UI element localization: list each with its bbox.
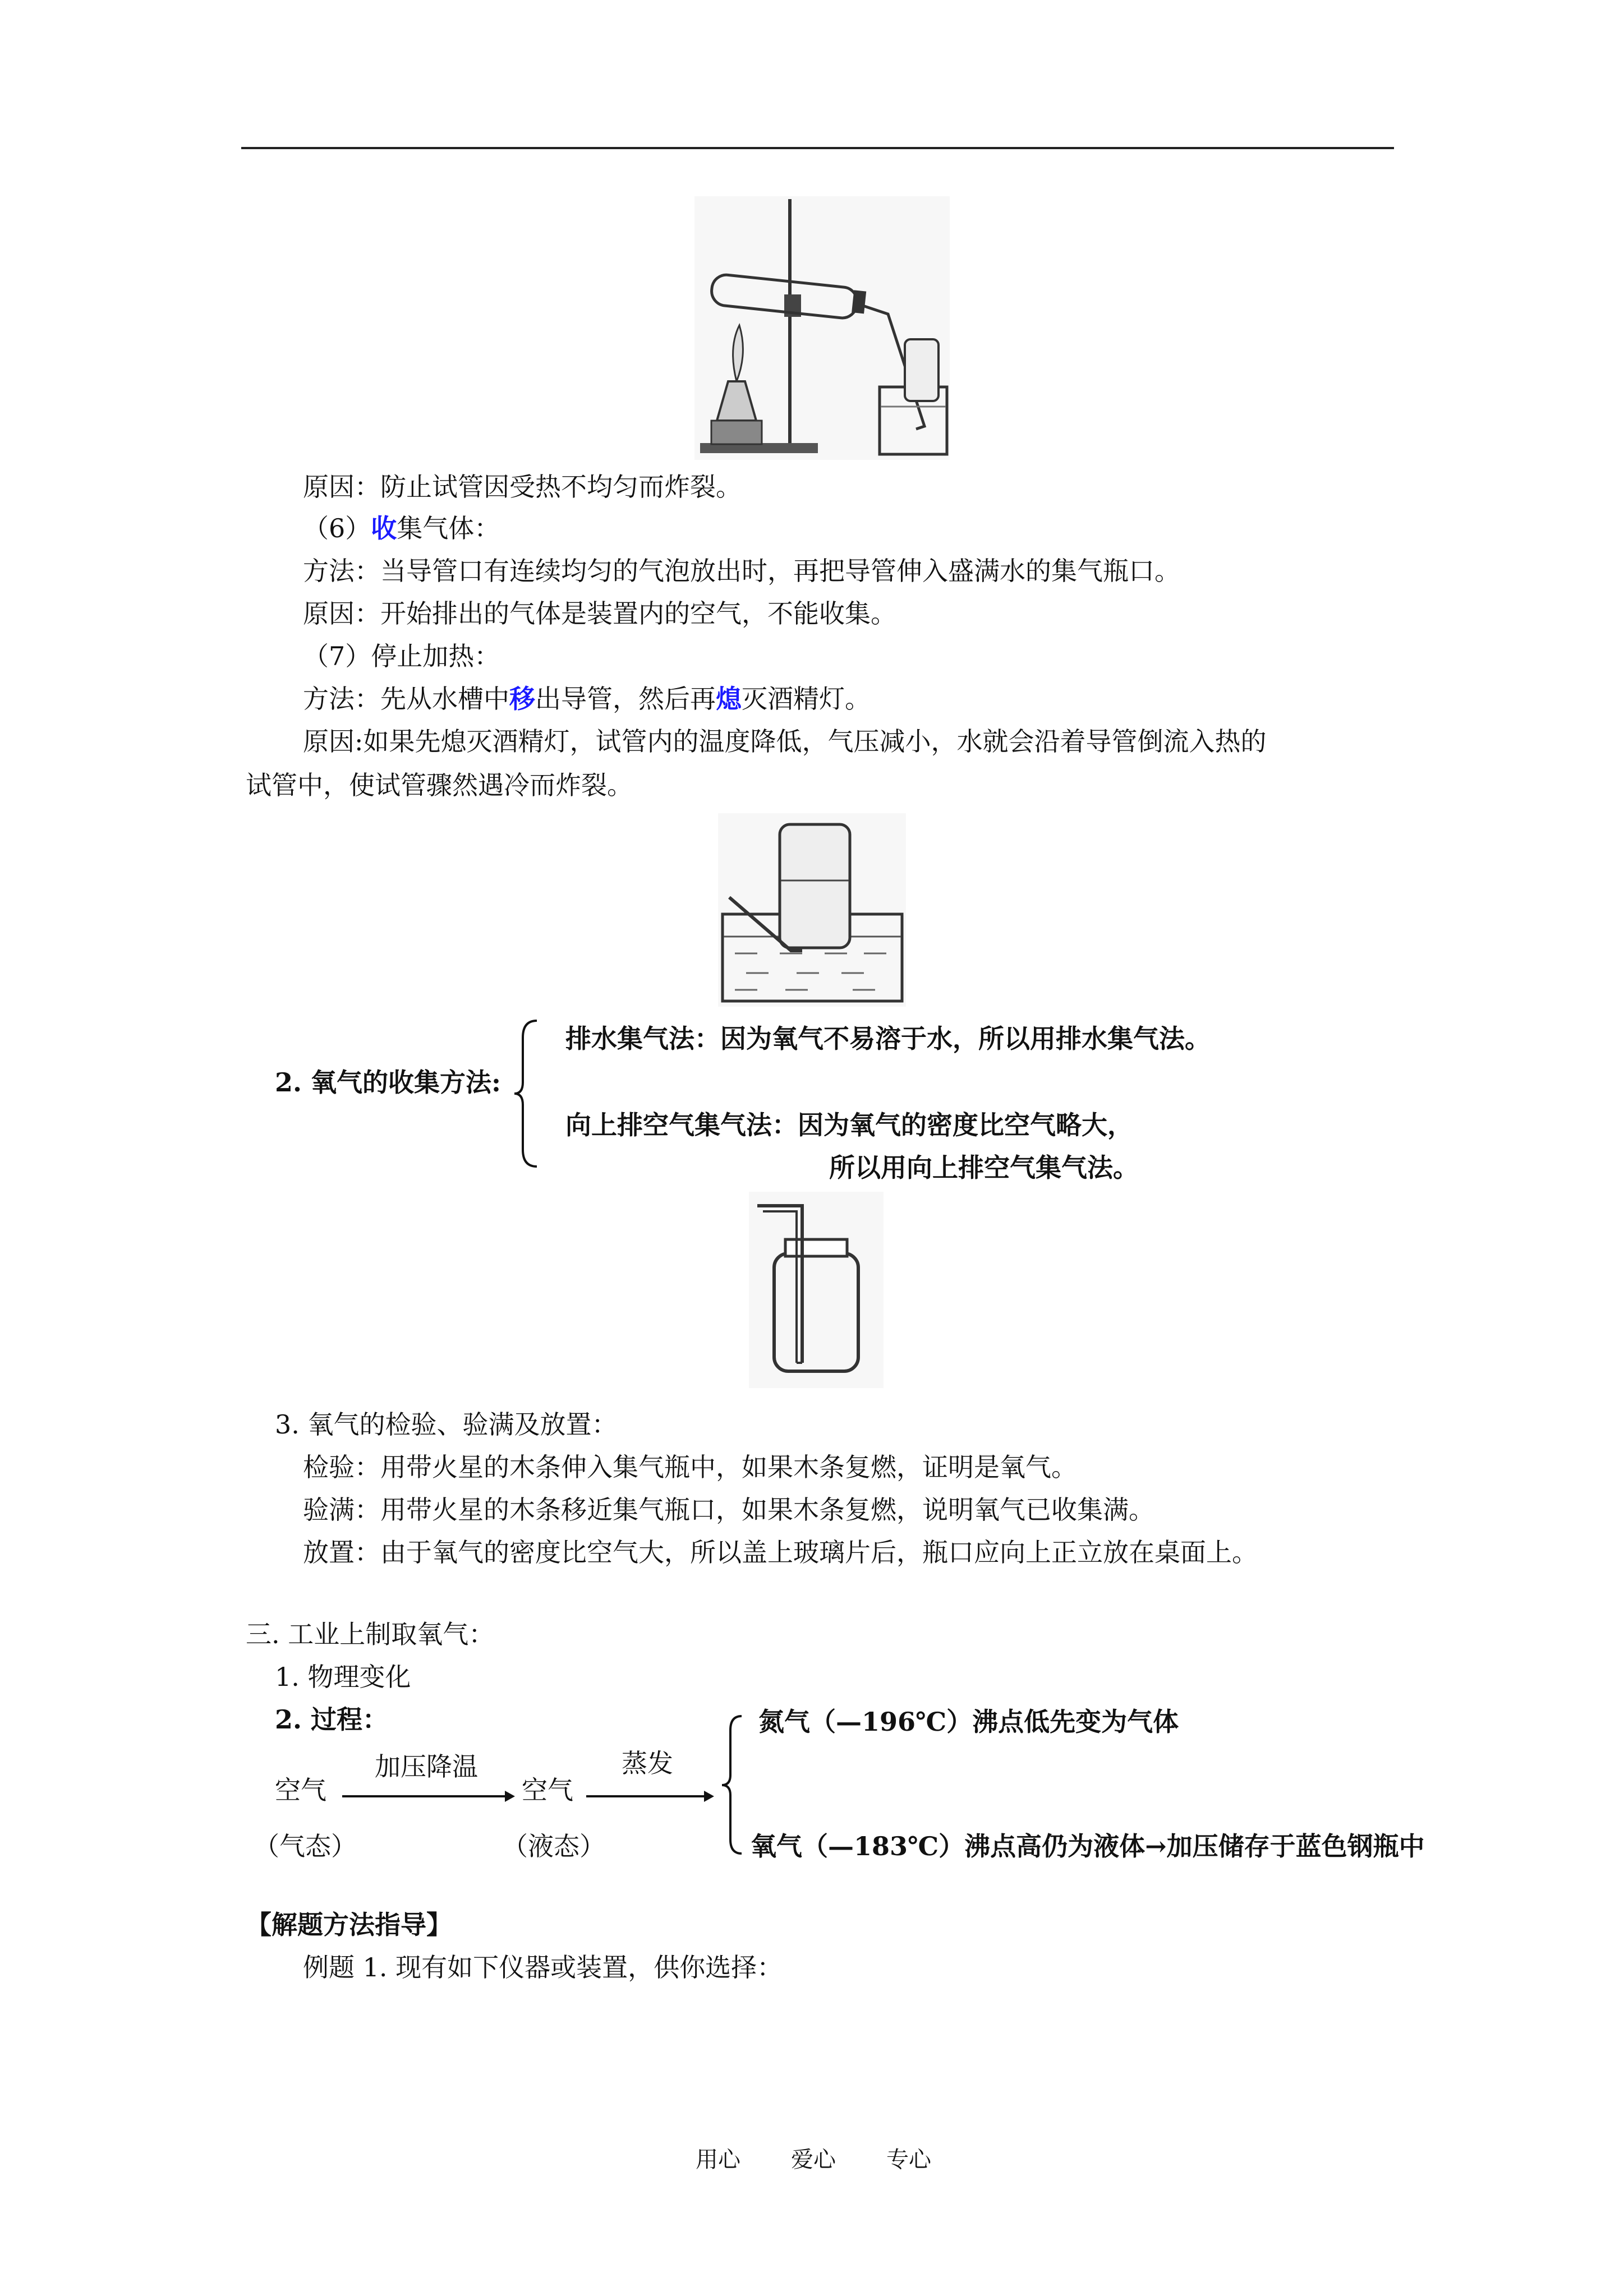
arrow-right-icon bbox=[342, 1788, 516, 1805]
step6-title: （6）收集气体： bbox=[303, 513, 500, 543]
test-heading: 3. 氧气的检验、验满及放置： bbox=[275, 1409, 618, 1440]
brace-icon bbox=[512, 1018, 540, 1169]
step7-reason-line1: 原因:如果先熄灭酒精灯，试管内的温度降低，气压减小，水就会沿着导管倒流入热的 bbox=[303, 726, 1267, 757]
heating-apparatus-figure bbox=[694, 196, 950, 460]
arrow2-label: 蒸发 bbox=[622, 1748, 673, 1778]
arrow-right-icon bbox=[586, 1788, 715, 1805]
air-gas-state: （气态） bbox=[254, 1831, 357, 1861]
gas-bottle-figure bbox=[749, 1192, 884, 1388]
full-line: 验满：用带火星的木条移近集气瓶口，如果木条复燃，说明氧气已收集满。 bbox=[303, 1495, 1154, 1525]
industry-heading: 三. 工业上制取氧气： bbox=[246, 1619, 495, 1649]
water-method-text: 排水集气法：因为氧气不易溶于水，所以用排水集气法。 bbox=[565, 1023, 1211, 1054]
example-1: 例题 1. 现有如下仪器或装置，供你选择： bbox=[303, 1952, 783, 1983]
nitrogen-text: 氮气（—196℃）沸点低先变为气体 bbox=[758, 1707, 1179, 1737]
air-liquid-label: 空气 bbox=[522, 1775, 573, 1805]
oxygen-text: 氧气（—183℃）沸点高仍为液体→加压储存于蓝色钢瓶中 bbox=[751, 1831, 1425, 1861]
upward-method-line2: 所以用向上排空气集气法。 bbox=[829, 1152, 1139, 1183]
water-collection-figure bbox=[718, 813, 906, 1007]
step7-title: （7）停止加热： bbox=[303, 641, 500, 671]
air-gas-label: 空气 bbox=[275, 1775, 326, 1805]
test-line: 检验：用带火星的木条伸入集气瓶中，如果木条复燃，证明是氧气。 bbox=[303, 1452, 1077, 1482]
industry-item1: 1. 物理变化 bbox=[275, 1662, 411, 1692]
industry-item2: 2. 过程： bbox=[275, 1704, 389, 1735]
step7-method: 方法：先从水槽中移出导管，然后再熄灭酒精灯。 bbox=[303, 684, 871, 714]
heat-reason-line: 原因：防止试管因受热不均匀而炸裂。 bbox=[303, 472, 742, 502]
arrow1-label: 加压降温 bbox=[375, 1751, 478, 1782]
brace-icon bbox=[719, 1713, 744, 1856]
footer: 用心 爱心 专心 bbox=[696, 2147, 931, 2173]
step7-reason-line2: 试管中，使试管骤然遇冷而炸裂。 bbox=[246, 770, 633, 800]
collect-methods-heading: 2. 氧气的收集方法: bbox=[275, 1067, 502, 1098]
place-line: 放置：由于氧气的密度比空气大，所以盖上玻璃片后，瓶口应向上正立放在桌面上。 bbox=[303, 1537, 1258, 1567]
step6-reason: 原因：开始排出的气体是装置内的空气，不能收集。 bbox=[303, 598, 896, 629]
upward-method-line1: 向上排空气集气法：因为氧气的密度比空气略大， bbox=[565, 1110, 1133, 1140]
header-rule bbox=[241, 147, 1394, 149]
air-liquid-state: （液态） bbox=[502, 1831, 605, 1861]
guide-heading: 【解题方法指导】 bbox=[246, 1910, 452, 1940]
step6-method: 方法：当导管口有连续均匀的气泡放出时，再把导管伸入盛满水的集气瓶口。 bbox=[303, 556, 1180, 586]
